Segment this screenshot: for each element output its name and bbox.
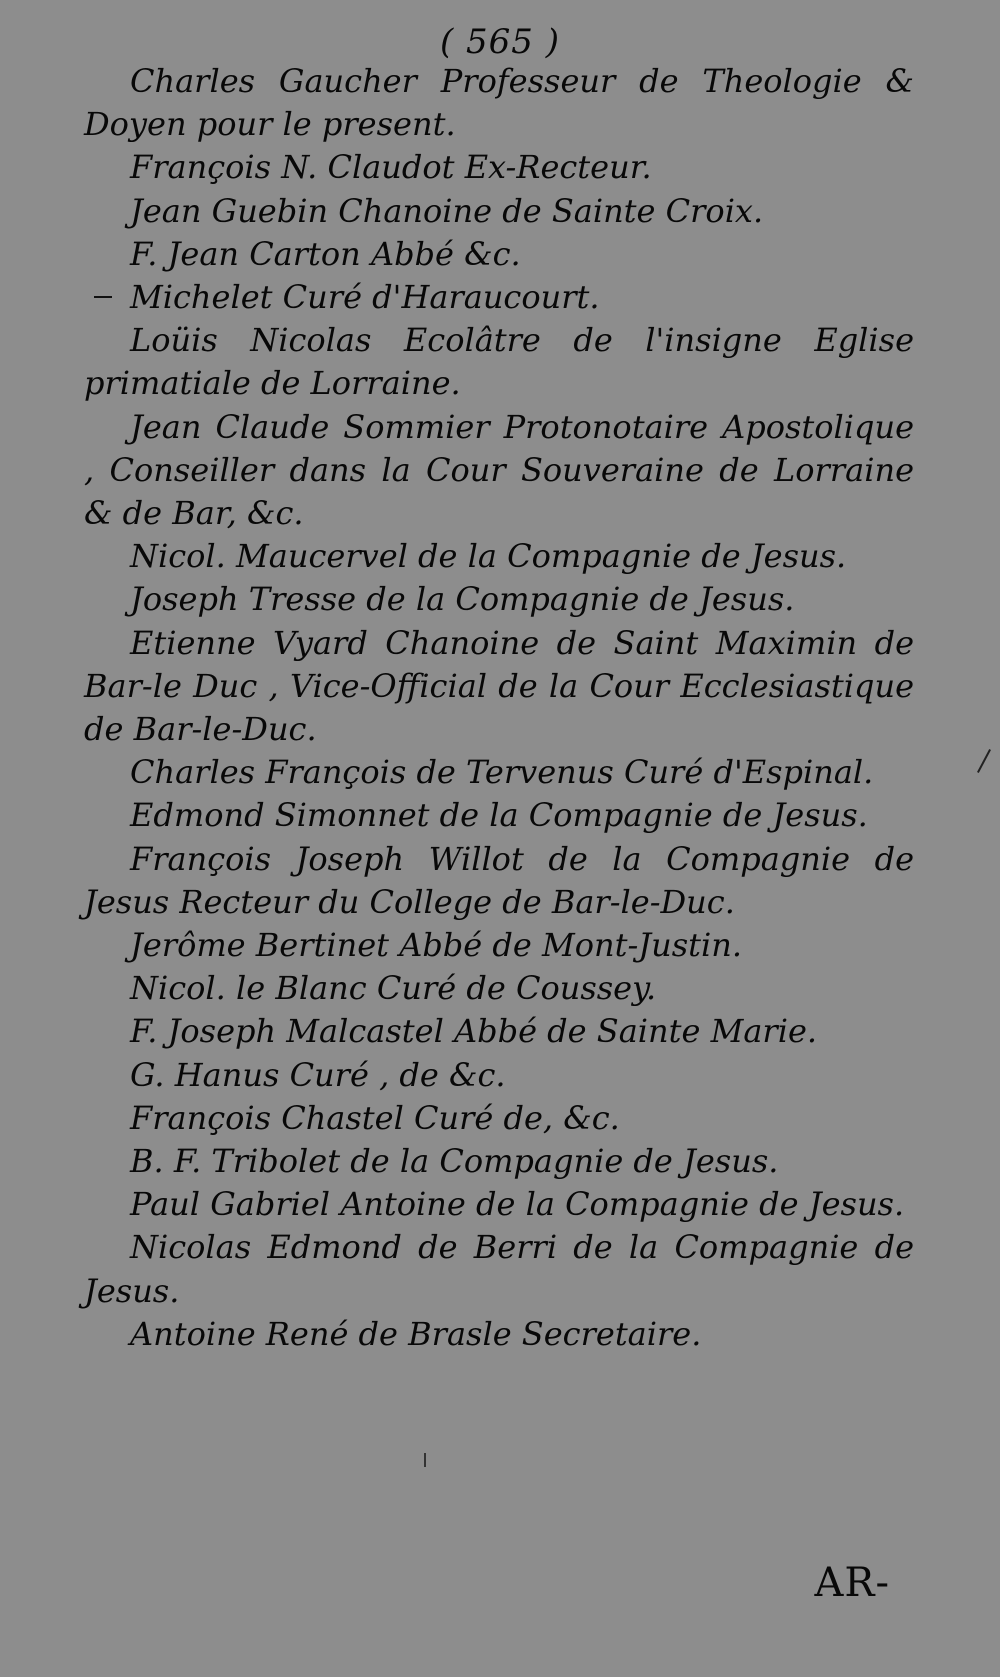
list-item: Nicol. le Blanc Curé de Coussey. [130,969,657,1008]
list-item: B. F. Tribolet de la Compagnie de Jesus. [130,1142,779,1181]
list-item: Jean Claude Sommier Protonotaire Apostolique , Conseiller dans la Cour Souveraine de Lorraine & de Bar, &c. [84,407,914,533]
margin-dash-mark [94,296,112,298]
list-item: Joseph Tresse de la Compagnie de Jesus. [130,580,795,619]
list-item: Nicolas Edmond de Berri de la Compagnie de Jesus. [84,1228,914,1310]
list-item: Jerôme Bertinet Abbé de Mont-Justin. [130,926,743,965]
list-item: Jean Guebin Chanoine de Sainte Croix. [130,191,764,230]
list-item: Paul Gabriel Antoine de la Compagnie de Jesus. [130,1185,905,1224]
list-item: Michelet Curé d'Haraucourt. [130,278,600,317]
page-number: ( 565 ) [439,22,561,62]
list-item: Etienne Vyard Chanoine de Saint Maximin de Bar-le Duc , Vice-Official de la Cour Ecclesiastique de Bar-le-Duc. [84,623,914,749]
list-item: Antoine René de Brasle Secretaire. [130,1314,702,1353]
list-item: F. Jean Carton Abbé &c. [130,234,521,273]
list-item: Edmond Simonnet de la Compagnie de Jesus. [130,796,868,835]
catchword: AR- [814,1560,890,1606]
list-item: Charles Gaucher Professeur de Theologie & Doyen pour le present. [84,62,914,144]
margin-slash-mark [977,749,991,773]
list-item: Nicol. Maucervel de la Compagnie de Jesus. [130,537,847,576]
tick-mark [424,1453,426,1467]
list-item: François N. Claudot Ex-Recteur. [130,148,652,187]
signatory-list [84,60,914,1356]
list-item: Loüis Nicolas Ecolâtre de l'insigne Eglise primatiale de Lorraine. [84,321,914,403]
list-item: François Chastel Curé de, &c. [130,1098,620,1137]
list-item: Charles François de Tervenus Curé d'Espinal. [130,753,874,792]
list-item: G. Hanus Curé , de &c. [130,1055,506,1094]
list-item: F. Joseph Malcastel Abbé de Sainte Marie. [130,1012,818,1051]
list-item: François Joseph Willot de la Compagnie de Jesus Recteur du College de Bar-le-Duc. [84,839,914,921]
